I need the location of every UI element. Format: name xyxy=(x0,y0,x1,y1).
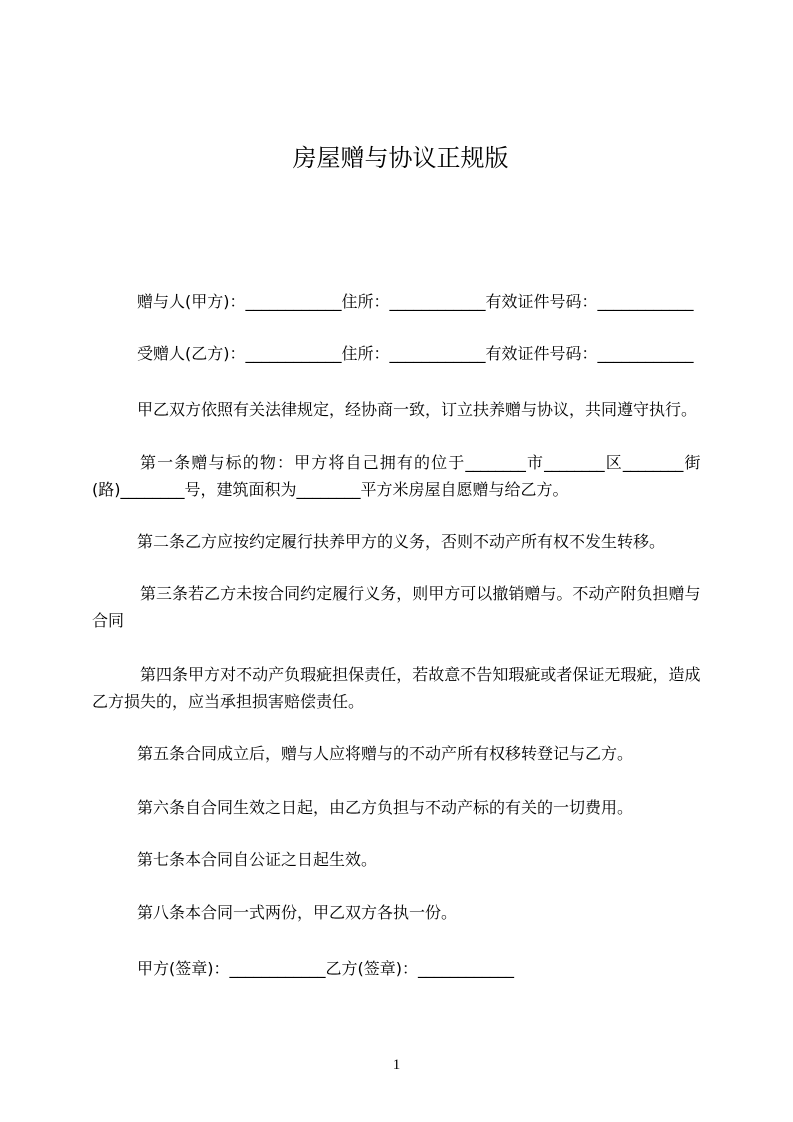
clause-5 xyxy=(92,740,700,767)
party-b-signature-label: 乙方(签章)： xyxy=(325,959,418,978)
donee-info xyxy=(92,340,700,367)
clause-line: 第七条本合同自公证之日起生效。 xyxy=(137,850,378,869)
donee-id-label: 有效证件号码： xyxy=(485,344,598,363)
donor-info xyxy=(92,288,700,315)
clause-4 xyxy=(92,661,700,715)
page-number: 1 xyxy=(392,1057,401,1073)
clause-line: 合同 xyxy=(92,611,125,630)
clause-1 xyxy=(92,449,700,503)
party-a-signature-label: 甲方(签章)： xyxy=(137,959,230,978)
clause-line: 第八条本合同一式两份，甲乙双方各执一份。 xyxy=(137,903,458,922)
donee-name-blank: ____________ xyxy=(245,344,342,363)
clause-line: 第五条合同成立后，赠与人应将赠与的不动产所有权移转登记与乙方。 xyxy=(137,744,634,763)
donee-address-blank: ____________ xyxy=(389,344,486,363)
clause-line: 第三条若乙方未按合同约定履行义务，则甲方可以撤销赠与。不动产附负担赠与 xyxy=(140,584,700,603)
clause-8 xyxy=(92,899,700,926)
clause-6 xyxy=(92,794,700,821)
donee-address-label: 住所： xyxy=(341,344,390,363)
clause-line: 第四条甲方对不动产负瑕疵担保责任，若故意不告知瑕疵或者保证无瑕疵，造成 xyxy=(140,665,700,684)
clause-line: 第二条乙方应按约定履行扶养甲方的义务，否则不动产所有权不发生转移。 xyxy=(137,532,666,551)
clause-line: 第一条赠与标的物：甲方将自己拥有的位于________市________区________街 xyxy=(140,453,700,472)
clause-3 xyxy=(92,580,700,634)
preamble-line: 甲乙双方依照有关法律规定，经协商一致，订立扶养赠与协议，共同遵守执行。 xyxy=(137,400,698,419)
clause-line: (路)________号，建筑面积为________平方米房屋自愿赠与给乙方。 xyxy=(92,480,569,499)
donor-id-label: 有效证件号码： xyxy=(485,292,598,311)
donee-id-blank: ____________ xyxy=(597,344,694,363)
donor-address-label: 住所： xyxy=(341,292,390,311)
donor-role-label: 赠与人(甲方)： xyxy=(137,292,246,311)
document-title: 房屋赠与协议正规版 xyxy=(292,144,509,172)
donor-line xyxy=(92,288,700,315)
clause-7 xyxy=(92,846,700,873)
party-a-signature-blank: ____________ xyxy=(229,959,326,978)
clause-2 xyxy=(92,528,700,555)
signature-line xyxy=(92,955,700,982)
signature-block xyxy=(92,955,700,982)
party-b-signature-blank: ____________ xyxy=(418,959,514,978)
donor-id-blank: ____________ xyxy=(597,292,694,311)
clause-line: 乙方损失的，应当承担损害赔偿责任。 xyxy=(92,692,365,711)
donor-address-blank: ____________ xyxy=(389,292,486,311)
donor-name-blank: ____________ xyxy=(245,292,342,311)
preamble xyxy=(92,396,700,423)
clause-line: 第六条自合同生效之日起，由乙方负担与不动产标的有关的一切费用。 xyxy=(137,798,634,817)
donee-role-label: 受赠人(乙方)： xyxy=(137,344,246,363)
donee-line xyxy=(92,340,700,367)
